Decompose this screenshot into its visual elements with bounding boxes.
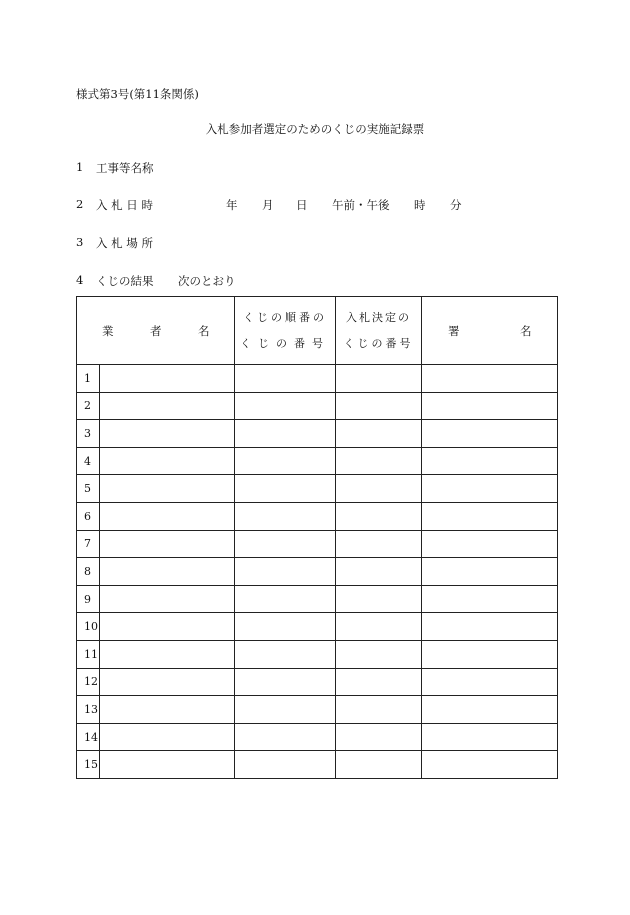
- company-name-cell[interactable]: [100, 392, 235, 420]
- draw-order-number-cell[interactable]: [235, 530, 336, 558]
- draw-order-number-cell[interactable]: [235, 392, 336, 420]
- signature-cell[interactable]: [422, 530, 558, 558]
- row-number: 11: [77, 640, 100, 668]
- item-number: 2: [76, 197, 84, 211]
- table-row: [77, 558, 558, 586]
- bid-decision-number-cell[interactable]: [336, 530, 422, 558]
- signature-cell[interactable]: [422, 613, 558, 641]
- table-row: [77, 392, 558, 420]
- table-row: [77, 365, 558, 393]
- draw-order-number-cell[interactable]: [235, 502, 336, 530]
- row-number: 4: [77, 447, 100, 475]
- item-label: 入 札 場 所: [96, 236, 153, 250]
- bid-decision-number-cell[interactable]: [336, 751, 422, 779]
- table-row: [77, 668, 558, 696]
- form-number: 様式第3号(第11条関係): [76, 87, 199, 101]
- row-number: 14: [77, 723, 100, 751]
- bid-decision-number-cell[interactable]: [336, 640, 422, 668]
- signature-cell[interactable]: [422, 558, 558, 586]
- signature-cell[interactable]: [422, 640, 558, 668]
- row-number: 13: [77, 696, 100, 724]
- header-text: 署: [448, 323, 460, 338]
- header-text: くじの順番の: [243, 310, 327, 324]
- company-name-cell[interactable]: [100, 447, 235, 475]
- header-text: 名: [198, 323, 210, 338]
- signature-cell[interactable]: [422, 696, 558, 724]
- table-row: [77, 530, 558, 558]
- row-number: 10: [77, 613, 100, 641]
- item-number: 4: [76, 273, 84, 287]
- draw-order-number-cell[interactable]: [235, 420, 336, 448]
- table-header-row: [77, 297, 558, 365]
- header-text: 業: [102, 323, 114, 338]
- row-number: 6: [77, 502, 100, 530]
- bid-decision-number-cell[interactable]: [336, 392, 422, 420]
- company-name-cell[interactable]: [100, 613, 235, 641]
- header-text: 者: [150, 323, 162, 338]
- signature-cell[interactable]: [422, 365, 558, 393]
- draw-order-number-cell[interactable]: [235, 558, 336, 586]
- minute-unit: 分: [450, 198, 462, 212]
- table-row: [77, 447, 558, 475]
- draw-order-number-cell[interactable]: [235, 447, 336, 475]
- draw-order-number-cell[interactable]: [235, 585, 336, 613]
- item-label: 入 札 日 時: [96, 198, 153, 212]
- signature-cell[interactable]: [422, 668, 558, 696]
- document-title: 入札参加者選定のためのくじの実施記録票: [205, 122, 425, 136]
- row-number: 12: [77, 668, 100, 696]
- row-number: 5: [77, 475, 100, 503]
- company-name-cell[interactable]: [100, 530, 235, 558]
- signature-cell[interactable]: [422, 420, 558, 448]
- company-name-cell[interactable]: [100, 558, 235, 586]
- ampm-unit: 午前・午後: [332, 198, 390, 212]
- company-name-cell[interactable]: [100, 420, 235, 448]
- header-text: くじの番号: [240, 336, 330, 350]
- table-row: [77, 723, 558, 751]
- signature-cell[interactable]: [422, 585, 558, 613]
- table-row: [77, 751, 558, 779]
- draw-order-number-cell[interactable]: [235, 723, 336, 751]
- row-number: 1: [77, 365, 100, 393]
- signature-cell[interactable]: [422, 502, 558, 530]
- table-row: [77, 696, 558, 724]
- hour-unit: 時: [414, 198, 426, 212]
- header-signature: [422, 297, 558, 365]
- bid-decision-number-cell[interactable]: [336, 613, 422, 641]
- header-text: 入札決定の: [346, 310, 411, 324]
- bid-decision-number-cell[interactable]: [336, 723, 422, 751]
- header-draw-order-number: [235, 297, 336, 365]
- table-row: [77, 475, 558, 503]
- company-name-cell[interactable]: [100, 365, 235, 393]
- bid-decision-number-cell[interactable]: [336, 585, 422, 613]
- year-unit: 年: [226, 198, 238, 212]
- draw-order-number-cell[interactable]: [235, 696, 336, 724]
- header-text: くじの番号: [343, 336, 414, 350]
- row-number: 15: [77, 751, 100, 779]
- company-name-cell[interactable]: [100, 640, 235, 668]
- bid-decision-number-cell[interactable]: [336, 447, 422, 475]
- bid-decision-number-cell[interactable]: [336, 420, 422, 448]
- item-label: 工事等名称: [96, 161, 154, 175]
- company-name-cell[interactable]: [100, 585, 235, 613]
- draw-order-number-cell[interactable]: [235, 751, 336, 779]
- row-number: 9: [77, 585, 100, 613]
- item-number: 1: [76, 160, 84, 174]
- header-company-name: [77, 297, 235, 365]
- company-name-cell[interactable]: [100, 502, 235, 530]
- row-number: 7: [77, 530, 100, 558]
- bid-decision-number-cell[interactable]: [336, 365, 422, 393]
- company-name-cell[interactable]: [100, 475, 235, 503]
- bid-decision-number-cell[interactable]: [336, 558, 422, 586]
- draw-order-number-cell[interactable]: [235, 365, 336, 393]
- day-unit: 日: [296, 198, 308, 212]
- header-bid-decision-number: [336, 297, 422, 365]
- table-row: [77, 613, 558, 641]
- signature-cell[interactable]: [422, 723, 558, 751]
- table-row: [77, 585, 558, 613]
- item-note: 次のとおり: [178, 274, 236, 288]
- company-name-cell[interactable]: [100, 751, 235, 779]
- draw-order-number-cell[interactable]: [235, 613, 336, 641]
- bid-decision-number-cell[interactable]: [336, 502, 422, 530]
- signature-cell[interactable]: [422, 447, 558, 475]
- item-label: くじの結果: [96, 274, 154, 288]
- table-row: [77, 640, 558, 668]
- company-name-cell[interactable]: [100, 668, 235, 696]
- row-number: 3: [77, 420, 100, 448]
- row-number: 2: [77, 392, 100, 420]
- signature-cell[interactable]: [422, 392, 558, 420]
- table-row: [77, 420, 558, 448]
- item-number: 3: [76, 235, 84, 249]
- company-name-cell[interactable]: [100, 723, 235, 751]
- signature-cell[interactable]: [422, 475, 558, 503]
- bid-decision-number-cell[interactable]: [336, 668, 422, 696]
- draw-order-number-cell[interactable]: [235, 640, 336, 668]
- draw-order-number-cell[interactable]: [235, 668, 336, 696]
- signature-cell[interactable]: [422, 751, 558, 779]
- bid-decision-number-cell[interactable]: [336, 696, 422, 724]
- table-row: [77, 502, 558, 530]
- row-number: 8: [77, 558, 100, 586]
- draw-order-number-cell[interactable]: [235, 475, 336, 503]
- month-unit: 月: [262, 198, 274, 212]
- lottery-record-table: [76, 296, 558, 779]
- company-name-cell[interactable]: [100, 696, 235, 724]
- bid-decision-number-cell[interactable]: [336, 475, 422, 503]
- header-text: 名: [520, 323, 532, 338]
